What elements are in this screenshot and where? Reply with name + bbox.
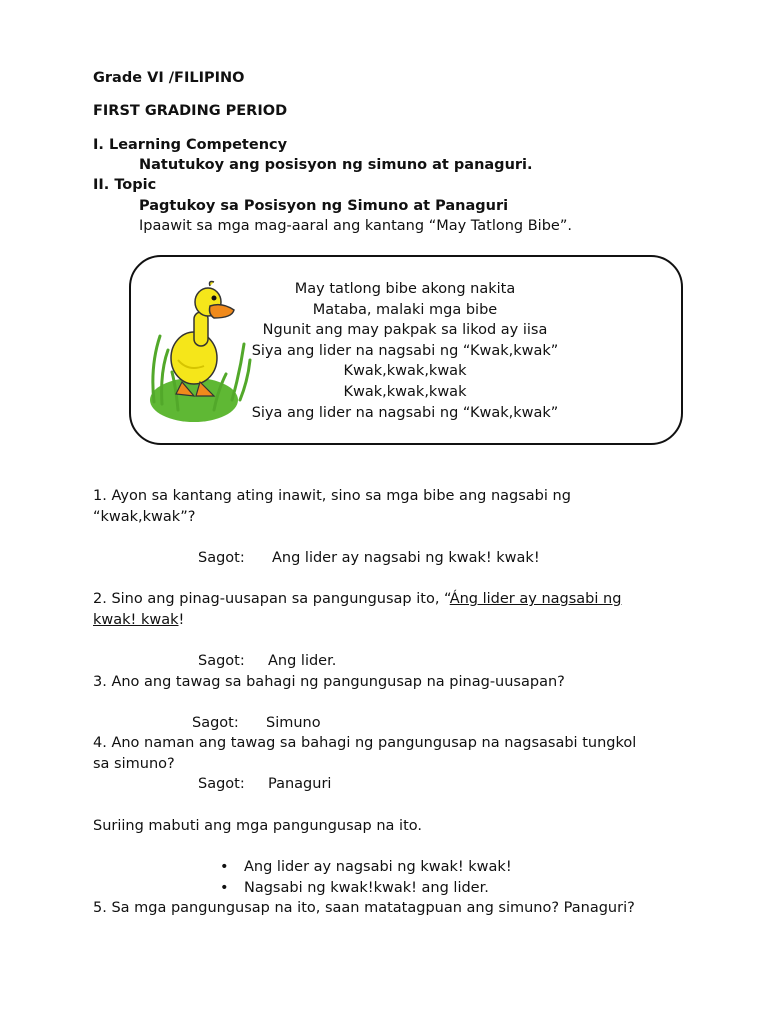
question-4-line-1: 4. Ano naman ang tawag sa bahagi ng pangungusap na nagsasabi tungkol bbox=[93, 735, 637, 751]
list-item: • Nagsabi ng kwak!kwak! ang lider. bbox=[220, 878, 512, 899]
song-line: Ngunit ang may pakpak sa likod ay iisa bbox=[262, 322, 548, 339]
song-line: May tatlong bibe akong nakita bbox=[294, 281, 516, 297]
competency-heading: I. Learning Competency bbox=[93, 137, 288, 153]
song-line: Siya ang lider na nagsabi ng “Kwak,kwak” bbox=[251, 404, 559, 421]
answer-1-label: Sagot: bbox=[198, 550, 245, 566]
grading-period: FIRST GRADING PERIOD bbox=[93, 103, 288, 119]
question-2-line-2 bbox=[93, 612, 184, 628]
song-lyrics bbox=[230, 279, 580, 423]
topic-text: Pagtukoy sa Posisyon ng Simuno at Panaguri bbox=[139, 198, 509, 214]
topic-heading: II. Topic bbox=[93, 177, 157, 193]
question-2-line-1 bbox=[93, 591, 621, 607]
example-sentences-list bbox=[220, 857, 512, 899]
question-4-line-2: sa simuno? bbox=[93, 756, 175, 772]
list-item: • Ang lider ay nagsabi ng kwak! kwak! bbox=[220, 857, 512, 878]
question-3: 3. Ano ang tawag sa bahagi ng pangungusap na pinag-uusapan? bbox=[93, 674, 565, 690]
answer-1: Ang lider ay nagsabi ng kwak! kwak! bbox=[272, 550, 540, 566]
question-2-quoted-end: kwak! kwak bbox=[93, 612, 179, 628]
question-2-quoted-sentence: Áng lider ay nagsabi ng bbox=[449, 591, 622, 607]
song-line: Siya ang lider na nagsabi ng “Kwak,kwak” bbox=[251, 342, 559, 359]
question-5: 5. Sa mga pangungusap na ito, saan matatagpuan ang simuno? Panaguri? bbox=[93, 900, 635, 916]
question-2-prefix: 2. Sino ang pinag-uusapan sa pangungusap ito, “ bbox=[93, 591, 450, 607]
answer-3-label: Sagot: bbox=[192, 715, 239, 731]
song-line: Kwak,kwak,kwak bbox=[343, 363, 467, 380]
answer-4: Panaguri bbox=[268, 776, 332, 792]
answer-3: Simuno bbox=[266, 715, 321, 731]
answer-2: Ang lider. bbox=[268, 653, 337, 669]
question-1-line-2: “kwak,kwak”? bbox=[93, 509, 196, 525]
question-1-line-1: 1. Ayon sa kantang ating inawit, sino sa mga bibe ang nagsabi ng bbox=[93, 488, 571, 504]
competency-text: Natutukoy ang posisyon ng simuno at panaguri. bbox=[139, 157, 533, 173]
answer-2-label: Sagot: bbox=[198, 653, 245, 669]
song-line: Kwak,kwak,kwak bbox=[343, 383, 467, 400]
song-line: Mataba, malaki mga bibe bbox=[312, 301, 498, 318]
song-instruction: Ipaawit sa mga mag-aaral ang kantang “May Tatlong Bibe”. bbox=[139, 218, 572, 234]
answer-4-label: Sagot: bbox=[198, 776, 245, 792]
question-2-suffix: ! bbox=[178, 612, 185, 628]
study-instruction: Suriing mabuti ang mga pangungusap na ito. bbox=[93, 818, 422, 834]
grade-title: Grade VI /FILIPINO bbox=[93, 70, 245, 86]
